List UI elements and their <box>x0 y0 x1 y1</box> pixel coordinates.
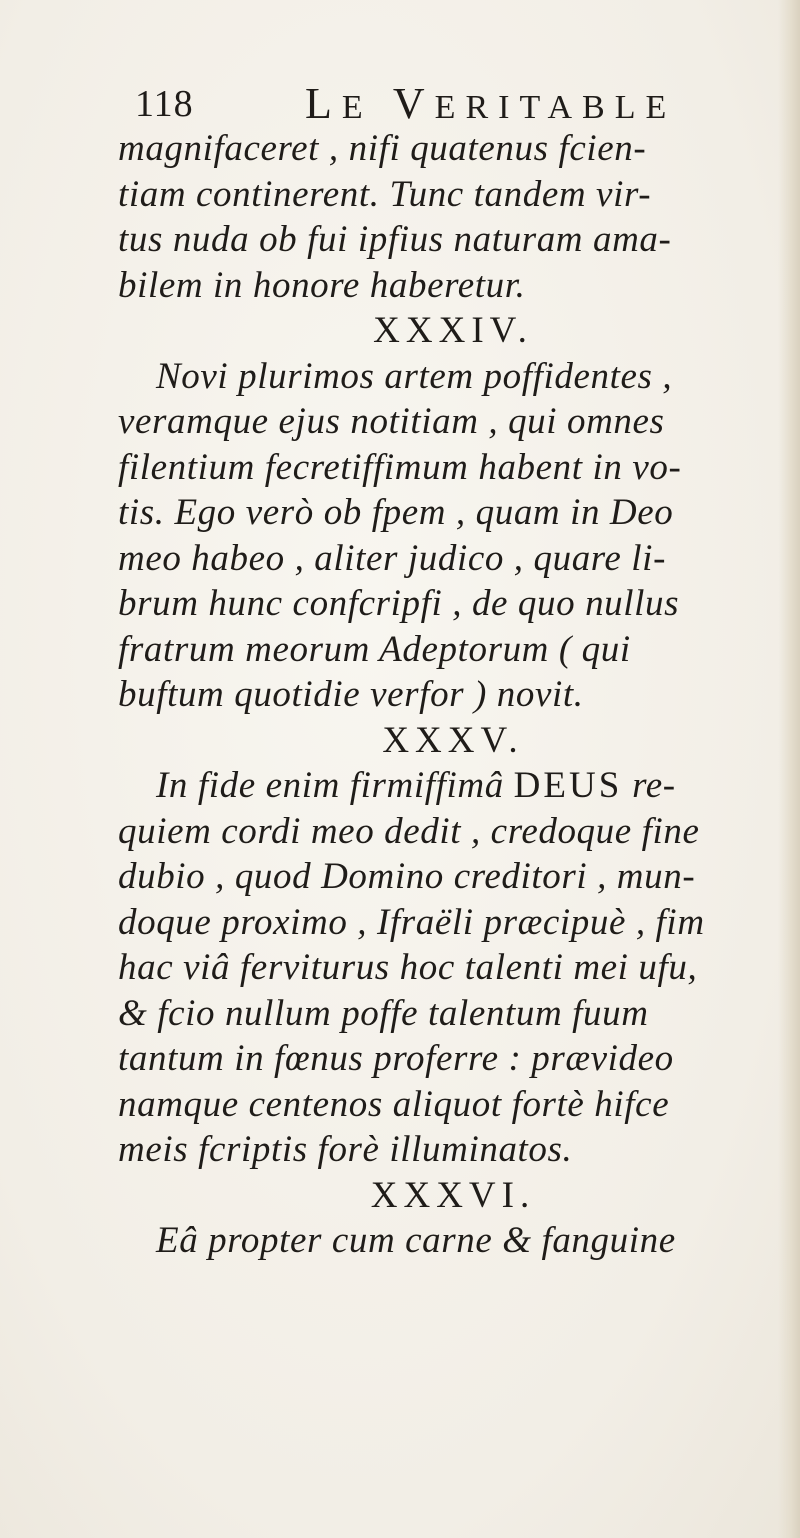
page-number: 118 <box>135 83 194 125</box>
text-line: tantum in fœnus proferre : prævideo <box>118 1038 674 1079</box>
text-line: filentium fecretiffimum habent in vo- <box>118 446 682 488</box>
running-title-smallcaps-2: ERITABLE <box>434 89 677 126</box>
text-line: namque centenos aliquot fortè hifce <box>118 1083 670 1125</box>
text-line: & fcio nullum poffe talentum fuum <box>118 992 649 1034</box>
text-span: re- <box>632 765 676 806</box>
section-heading-xxxvi: XXXVI. <box>370 1174 536 1216</box>
text-line: bilem in honore haberetur. <box>118 264 526 306</box>
deus-word: DEUS <box>513 765 623 806</box>
text-line: buftum quotidie verfor ) novit. <box>118 674 584 715</box>
section-heading-xxxiv: XXXIV. <box>373 310 533 351</box>
text-line: hac viâ ferviturus hoc talenti mei ufu, <box>118 947 698 988</box>
text-line: magnifaceret , nifi quatenus fcien- <box>118 128 647 169</box>
text-line: Novi plurimos artem poffidentes , <box>156 355 673 397</box>
page-text <box>118 126 778 1264</box>
text-line <box>118 763 778 809</box>
page-header <box>135 79 695 130</box>
running-title-initial-1: L <box>305 79 342 128</box>
text-line: Eâ propter cum carne & fanguine <box>156 1220 676 1261</box>
page-edge-shadow <box>778 0 800 1538</box>
text-line: tiam continerent. Tunc tandem vir- <box>118 173 652 215</box>
text-line: fratrum meorum Adeptorum ( qui <box>118 628 631 670</box>
running-title-initial-2: V <box>392 79 435 128</box>
text-line: meo habeo , aliter judico , quare li- <box>118 537 666 579</box>
text-line: tus nuda ob fui ipfius naturam ama- <box>118 219 672 260</box>
text-line: tis. Ego verò ob fpem , quam in Deo <box>118 492 674 533</box>
text-line: veramque ejus notitiam , qui omnes <box>118 401 665 442</box>
section-heading-xxxv: XXXV. <box>382 719 524 761</box>
text-line: quiem cordi meo dedit , credoque fine <box>118 810 700 852</box>
text-line: dubio , quod Domino creditori , mun- <box>118 856 696 897</box>
running-title-smallcaps-1: E <box>341 89 373 126</box>
running-title <box>305 78 676 129</box>
text-span: In fide enim firmiffimâ <box>156 765 504 806</box>
text-line: brum hunc confcripfi , de quo nullus <box>118 583 680 624</box>
text-line: doque proximo , Ifraëli præcipuè , fim <box>118 901 705 943</box>
text-line: meis fcriptis forè illuminatos. <box>118 1129 573 1170</box>
